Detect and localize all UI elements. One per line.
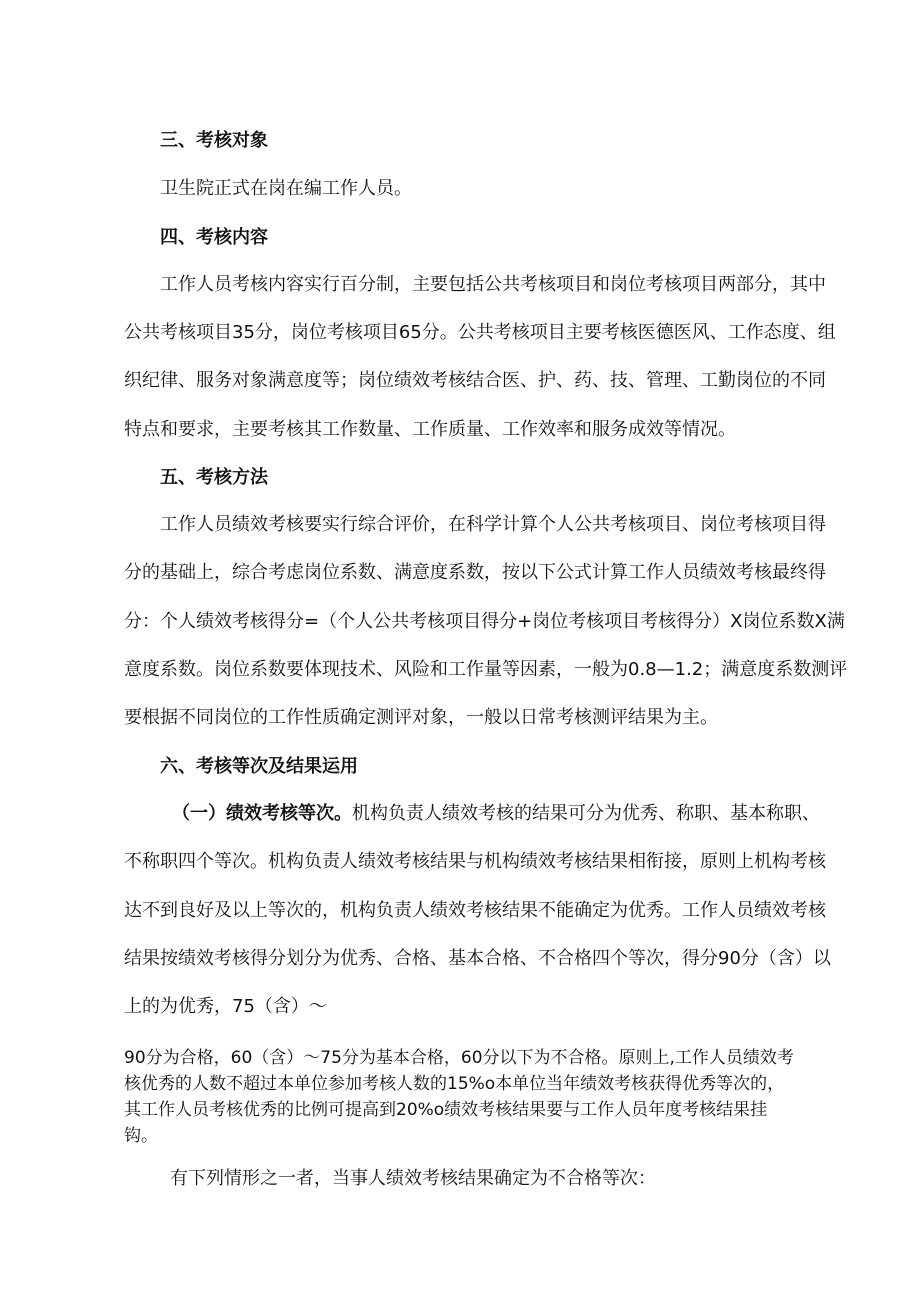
sub1-first-rest: 机构负责人绩效考核的结果可分为优秀、称职、基本称职、: [352, 803, 820, 824]
section-5-line-5: 要根据不同岗位的工作性质确定测评对象，一般以日常考核测评结果为主。: [124, 707, 718, 728]
section-4-line-1: 工作人员考核内容实行百分制，主要包括公共考核项目和岗位考核项目两部分，其中: [160, 274, 826, 295]
section-5-line-2: 分的基础上，综合考虑岗位系数、满意度系数，按以下公式计算工作人员绩效考核最终得: [124, 562, 826, 583]
section-5-line-1: 工作人员绩效考核要实行综合评价，在科学计算个人公共考核项目、岗位考核项目得: [160, 514, 826, 535]
final-line: 有下列情形之一者，当事人绩效考核结果确定为不合格等次：: [170, 1168, 656, 1189]
section-3-body: 卫生院正式在岗在编工作人员。: [160, 178, 412, 199]
section-6-sub1-line-2: 不称职四个等次。机构负责人绩效考核结果与机构绩效考核结果相衔接，原则上机构考核: [124, 851, 826, 872]
section-6-sub1-line-1: [172, 803, 820, 825]
section-5-line-4: 意度系数。岗位系数要体现技术、风险和工作量等因素，一般为0.8—1.2；满意度系数测评: [124, 659, 848, 680]
section-6-sub1-line-5: 上的为优秀，75（含）～: [124, 996, 327, 1017]
section-6-heading: 六、考核等次及结果运用: [160, 756, 358, 777]
section-4-line-3: 织纪律、服务对象满意度等；岗位绩效考核结合医、护、药、技、管理、工勤岗位的不同: [124, 370, 826, 391]
section-4-line-4: 特点和要求，主要考核其工作数量、工作质量、工作效率和服务成效等情况。: [124, 419, 736, 440]
section-5-heading: 五、考核方法: [160, 467, 268, 488]
dense-line-2: 核优秀的人数不超过本单位参加考核人数的15%o本单位当年绩效考核获得优秀等次的，: [124, 1074, 785, 1094]
section-6-sub1-line-4: 结果按绩效考核得分划分为优秀、合格、基本合格、不合格四个等次，得分90分（含）以: [124, 948, 831, 969]
section-3-heading: 三、考核对象: [160, 130, 268, 151]
section-4-line-2: 公共考核项目35分，岗位考核项目65分。公共考核项目主要考核医德医风、工作态度、组: [124, 322, 836, 343]
dense-line-1: 90分为合格，60（含）～75分为基本合格，60分以下为不合格。原则上,工作人员绩效考: [124, 1048, 794, 1068]
section-5-line-3: 分：个人绩效考核得分=（个人公共考核项目得分+岗位考核项目考核得分）X岗位系数X满: [124, 611, 845, 632]
dense-line-4: 钩。: [124, 1126, 158, 1146]
section-6-sub1-line-3: 达不到良好及以上等次的，机构负责人绩效考核结果不能确定为优秀。工作人员绩效考核: [124, 900, 826, 921]
sub1-title: （一）绩效考核等次。: [172, 803, 352, 824]
section-4-heading: 四、考核内容: [160, 227, 268, 248]
dense-line-3: 其工作人员考核优秀的比例可提高到20%o绩效考核结果要与工作人员年度考核结果挂: [124, 1100, 768, 1120]
